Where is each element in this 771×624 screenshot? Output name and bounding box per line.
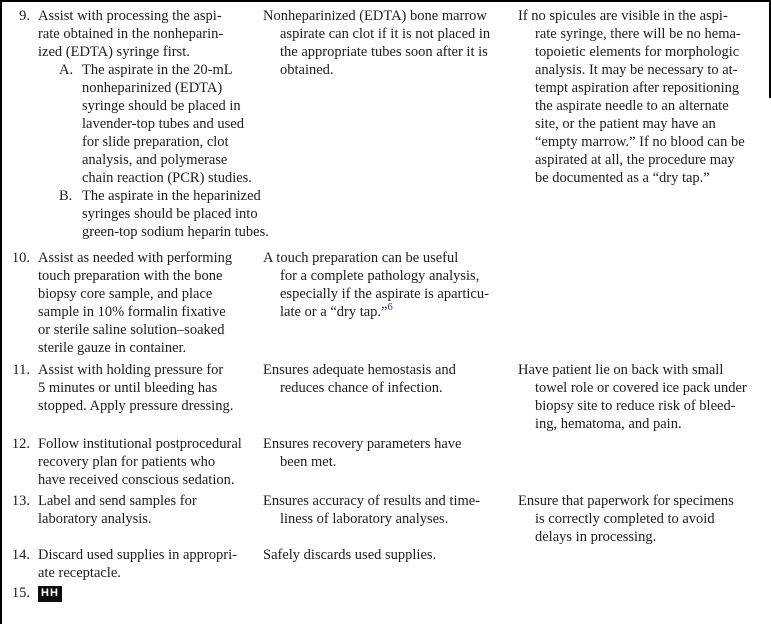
rationale-line: liness of laboratory analyses. bbox=[280, 511, 449, 527]
considerations-line: biopsy site to reduce risk of bleed- bbox=[535, 398, 736, 414]
considerations-line: topoietic elements for morphologic bbox=[535, 44, 740, 60]
substep-letter: B. bbox=[59, 188, 73, 204]
rationale-line: Ensures accuracy of results and time- bbox=[263, 493, 481, 509]
step-text-line: rate obtained in the nonheparin- bbox=[38, 26, 224, 42]
rationale-cell bbox=[255, 249, 510, 321]
considerations-cell bbox=[510, 361, 771, 433]
considerations-line: ing, hematoma, and pain. bbox=[535, 416, 682, 432]
considerations-line: is correctly completed to avoid bbox=[535, 511, 715, 527]
step-text-line: Assist with processing the aspi- bbox=[38, 8, 222, 24]
step-number: 10. bbox=[11, 250, 30, 266]
step-number: 15. bbox=[11, 585, 30, 601]
substep-text bbox=[82, 61, 269, 187]
step-number: 12. bbox=[11, 436, 30, 452]
step-text-line: sample in 10% formalin fixative bbox=[38, 304, 226, 320]
substep-text-line: The aspirate in the heparinized bbox=[82, 188, 261, 204]
procedure-table bbox=[2, 7, 771, 602]
considerations-line: tempt aspiration after repositioning bbox=[535, 80, 740, 96]
step-text-line: biopsy core sample, and place bbox=[38, 286, 213, 302]
step-cell bbox=[2, 361, 255, 415]
table-row bbox=[2, 361, 771, 433]
step-text-line: recovery plan for patients who bbox=[38, 454, 216, 470]
substep-text bbox=[82, 187, 269, 241]
step-text-line: 5 minutes or until bleeding has bbox=[38, 380, 218, 396]
table-row bbox=[2, 249, 771, 357]
step-text-line: Label and send samples for bbox=[38, 493, 197, 509]
considerations-line: site, or the patient may have an bbox=[535, 116, 716, 132]
rationale-line: Ensures recovery parameters have bbox=[263, 436, 462, 452]
table-row bbox=[2, 7, 771, 241]
rationale-line: obtained. bbox=[280, 62, 334, 78]
step-number: 14. bbox=[11, 547, 30, 563]
step-text-line: have received conscious sedation. bbox=[38, 472, 235, 488]
step-number: 9. bbox=[19, 8, 30, 24]
rationale-cell bbox=[255, 7, 510, 79]
step-text-line: stopped. Apply pressure dressing. bbox=[38, 398, 234, 414]
considerations-line: Have patient lie on back with small bbox=[518, 362, 724, 378]
step-text-line: touch preparation with the bone bbox=[38, 268, 223, 284]
step-text bbox=[38, 546, 255, 582]
table-row bbox=[2, 546, 771, 582]
step-text bbox=[38, 7, 269, 241]
rationale-cell bbox=[255, 492, 510, 528]
substep-text-line: chain reaction (PCR) studies. bbox=[82, 170, 252, 186]
substep-item bbox=[59, 61, 269, 187]
considerations-line: Ensure that paperwork for specimens bbox=[518, 493, 734, 509]
step-text-line: Assist as needed with performing bbox=[38, 250, 233, 266]
considerations-line: “empty marrow.” If no blood can be bbox=[535, 134, 745, 150]
rationale-line: reduces chance of infection. bbox=[280, 380, 443, 396]
step-cell bbox=[2, 546, 255, 582]
rationale-line: aspirate can clot if it is not placed in bbox=[280, 26, 491, 42]
table-row bbox=[2, 435, 771, 489]
rationale-line: Nonheparinized (EDTA) bone marrow bbox=[263, 8, 487, 24]
rationale-line: the appropriate tubes soon after it is bbox=[280, 44, 488, 60]
step-cell bbox=[2, 435, 255, 489]
step-cell bbox=[2, 584, 255, 602]
substep-text-line: analysis, and polymerase bbox=[82, 152, 228, 168]
step-text bbox=[38, 249, 255, 357]
substep-item bbox=[59, 187, 269, 241]
rationale-cell bbox=[255, 435, 510, 471]
rationale-cell bbox=[255, 546, 510, 564]
considerations-line: towel role or covered ice pack under bbox=[535, 380, 747, 396]
substep-text-line: syringe should be placed in bbox=[82, 98, 241, 114]
step-cell bbox=[2, 7, 269, 241]
step-text bbox=[38, 435, 255, 489]
step-text bbox=[38, 361, 255, 415]
rationale-cell bbox=[255, 361, 510, 397]
rationale-line: Ensures adequate hemostasis and bbox=[263, 362, 456, 378]
substep-text-line: The aspirate in the 20-mL bbox=[82, 62, 233, 78]
step-text bbox=[38, 584, 255, 602]
considerations-line: analysis. It may be necessary to at- bbox=[535, 62, 738, 78]
step-text-line: ate receptacle. bbox=[38, 565, 121, 581]
substep-text-line: green-top sodium heparin tubes. bbox=[82, 224, 269, 240]
considerations-line: If no spicules are visible in the aspi- bbox=[518, 8, 728, 24]
step-cell bbox=[2, 249, 255, 357]
step-number: 11. bbox=[12, 362, 30, 378]
considerations-line: be documented as a “dry tap.” bbox=[535, 170, 710, 186]
step-text-line: or sterile saline solution–soaked bbox=[38, 322, 225, 338]
considerations-cell bbox=[510, 492, 771, 546]
step-text-line: Follow institutional postprocedural bbox=[38, 436, 242, 452]
rationale-line: for a complete pathology analysis, bbox=[280, 268, 480, 284]
footnote-ref-link[interactable]: 6 bbox=[387, 302, 393, 314]
table-row bbox=[2, 492, 771, 546]
substep-text-line: lavender-top tubes and used bbox=[82, 116, 244, 132]
step-text-line: Assist with holding pressure for bbox=[38, 362, 224, 378]
considerations-cell bbox=[510, 7, 771, 187]
substep-letter: A. bbox=[59, 62, 74, 78]
substep-text-line: syringes should be placed into bbox=[82, 206, 258, 222]
considerations-line: the aspirate needle to an alternate bbox=[535, 98, 729, 114]
rationale-line: Safely discards used supplies. bbox=[263, 547, 437, 563]
hand-hygiene-icon: HH bbox=[38, 586, 62, 602]
substep-text-line: nonheparinized (EDTA) bbox=[82, 80, 223, 96]
step-text-line: Discard used supplies in appropri- bbox=[38, 547, 237, 563]
rationale-line: especially if the aspirate is aparticu- bbox=[280, 286, 489, 302]
substep-text-line: for slide preparation, clot bbox=[82, 134, 229, 150]
considerations-line: delays in processing. bbox=[535, 529, 657, 545]
rationale-line bbox=[263, 303, 510, 321]
step-number: 13. bbox=[11, 493, 30, 509]
step-text-line: laboratory analysis. bbox=[38, 511, 152, 527]
rationale-line-text: late or a “dry tap.” bbox=[280, 304, 388, 320]
rationale-line: A touch preparation can be useful bbox=[263, 250, 459, 266]
step-text bbox=[38, 492, 255, 528]
step-text-line: sterile gauze in container. bbox=[38, 340, 187, 356]
step-text-line: ized (EDTA) syringe first. bbox=[38, 44, 190, 60]
table-row bbox=[2, 584, 771, 602]
considerations-line: aspirated at all, the procedure may bbox=[535, 152, 735, 168]
step-cell bbox=[2, 492, 255, 528]
considerations-line: rate syringe, there will be no hema- bbox=[535, 26, 741, 42]
rationale-line: been met. bbox=[280, 454, 337, 470]
